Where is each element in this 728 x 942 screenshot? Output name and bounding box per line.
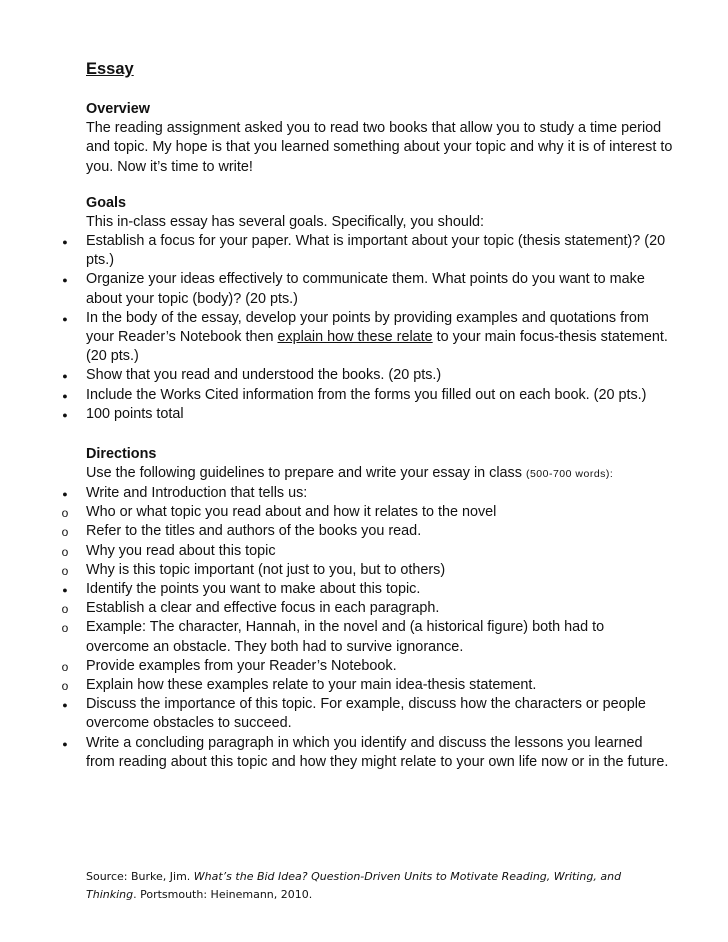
direction-item-text: Example: The character, Hannah, in the novel and (a historical figure) both had to overcome an obstacle. They both had to survive ignorance. [86, 619, 605, 655]
direction-item-text: Identify the points you want to make about this topic. [86, 581, 421, 598]
bullet-disc-icon [58, 695, 72, 716]
direction-item-text: Write and Introduction that tells us: [86, 485, 308, 501]
goal-item-text: to your main focus-thesis statement. (20 pts.) [86, 329, 668, 365]
bullet-disc-icon [58, 309, 72, 330]
bullet-circle-icon [58, 618, 72, 638]
bullet-disc-icon [58, 366, 72, 387]
list-item [86, 561, 671, 580]
bullet-disc-icon [58, 405, 72, 426]
goals-intro: This in-class essay has several goals. Specifically, you should: [86, 214, 485, 231]
list-item [86, 618, 671, 656]
list-item [86, 309, 671, 367]
list-item [86, 522, 671, 541]
document-title: Essay [86, 60, 134, 78]
bullet-circle-icon [58, 657, 72, 677]
bullet-disc-icon [58, 580, 72, 601]
source-prefix: Source: Burke, Jim. [86, 870, 194, 883]
source-title: What’s the Bid Idea? Question-Driven Units to Motivate Reading, Writing, and Thinking [86, 870, 622, 901]
direction-item-text: Discuss the importance of this topic. For example, discuss how the characters or people overcome obstacles to succeed. [86, 696, 646, 732]
goals-list [86, 232, 671, 424]
source-suffix: . Portsmouth: Heinemann, 2010. [133, 888, 313, 901]
direction-item-text: Why is this topic important (not just to you, but to others) [86, 561, 446, 578]
list-item [86, 270, 671, 308]
overview-section [86, 100, 676, 177]
direction-item-text: Refer to the titles and authors of the books you read. [86, 523, 422, 540]
goal-item-text: 100 points total [86, 405, 184, 422]
bullet-circle-icon [58, 599, 72, 619]
direction-item-text: Establish a clear and effective focus in each paragraph. [86, 600, 440, 617]
list-item [86, 599, 671, 618]
direction-item-text: Write a concluding paragraph in which you identify and discuss the lessons you learned from reading about this topic and how they might relate to your own life now or in the future. [86, 734, 669, 770]
directions-heading: Directions [86, 446, 157, 462]
goals-section [86, 194, 676, 232]
list-item [86, 405, 671, 424]
list-item [86, 676, 671, 695]
list-item [86, 580, 671, 599]
direction-item-text: Provide examples from your Reader’s Notebook. [86, 657, 397, 674]
list-item [86, 734, 671, 772]
directions-section [86, 445, 676, 484]
bullet-disc-icon [58, 232, 72, 253]
overview-heading: Overview [86, 101, 150, 117]
bullet-disc-icon [58, 386, 72, 407]
source-citation [86, 868, 646, 904]
directions-intro-text: Use the following guidelines to prepare and write your essay in class [86, 465, 526, 482]
direction-item-text: Explain how these examples relate to your main idea-thesis statement. [86, 677, 537, 694]
bullet-circle-icon [58, 561, 72, 581]
directions-list [86, 484, 671, 772]
goal-item-underlined-text: explain how these relate [277, 329, 433, 346]
list-item [86, 503, 671, 522]
goal-item-text: In the body of the essay, develop your points by providing examples and quotations from your Reader’s Notebook then [86, 309, 649, 346]
direction-item-text: Why you read about this topic [86, 542, 276, 559]
list-item [86, 366, 671, 385]
overview-text: The reading assignment asked you to read two books that allow you to study a time period and topic. My hope is that you learned something about your topic and why it is of interest to you. Now it’s time to write! [86, 120, 673, 175]
goal-item-text: Establish a focus for your paper. What is important about your topic (thesis statement)? (20 pts.) [86, 233, 666, 269]
goal-item-text: Show that you read and understood the books. (20 pts.) [86, 367, 442, 384]
bullet-circle-icon [58, 522, 72, 542]
bullet-circle-icon [58, 676, 72, 696]
list-item [86, 386, 671, 405]
list-item [86, 695, 671, 733]
word-count-note: (500-700 words): [525, 468, 614, 481]
list-item [86, 542, 671, 561]
directions-intro [86, 464, 676, 484]
list-item [86, 657, 671, 676]
direction-item-text: Who or what topic you read about and how it relates to the novel [86, 504, 497, 521]
bullet-circle-icon [58, 503, 72, 523]
bullet-disc-icon [58, 484, 72, 505]
list-item [86, 232, 671, 270]
bullet-circle-icon [58, 542, 72, 562]
goals-heading: Goals [86, 195, 126, 211]
bullet-disc-icon [58, 734, 72, 755]
goal-item-text: Organize your ideas effectively to communicate them. What points do you want to make about your topic (body)? (20 pts.) [86, 271, 645, 307]
goal-item-text: Include the Works Cited information from the forms you filled out on each book. (20 pts.) [86, 386, 647, 403]
bullet-disc-icon [58, 270, 72, 291]
list-item [86, 484, 671, 503]
